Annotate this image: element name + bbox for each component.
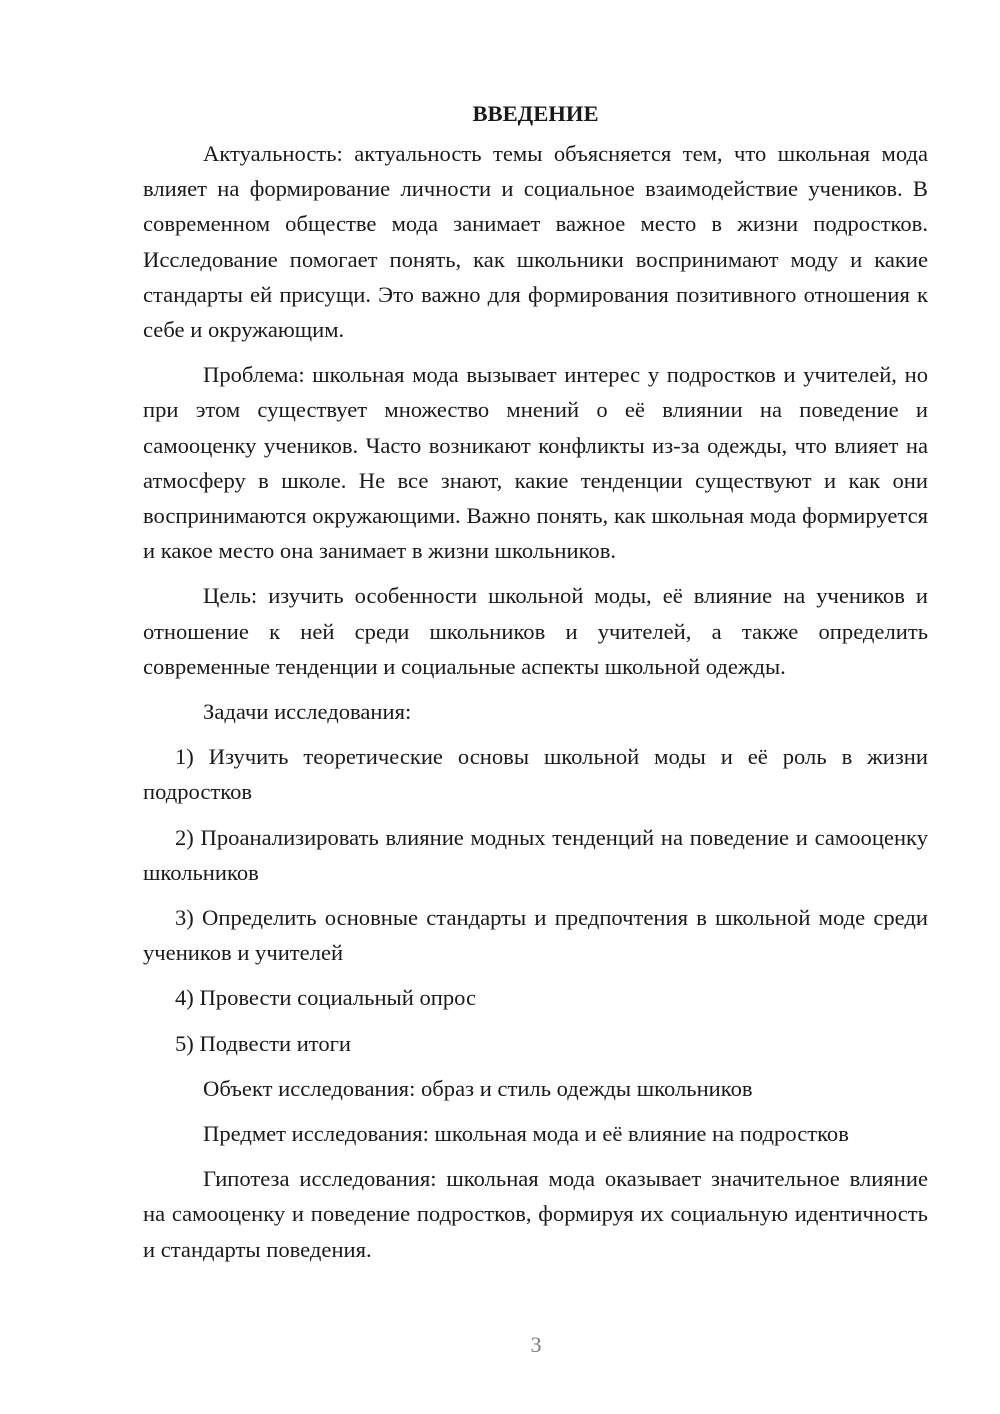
paragraph-subject: Предмет исследования: школьная мода и её влияние на подростков xyxy=(203,1121,849,1147)
task-item-4: 4) Провести социальный опрос xyxy=(175,985,477,1011)
task-item-5: 5) Подвести итоги xyxy=(175,1030,352,1056)
task-item-1: 1) Изучить теоретические основы школьной моды и её роль в жизни подростков xyxy=(143,744,928,805)
paragraph-problem: Проблема: школьная мода вызывает интерес у подростков и учителей, но при этом существует множество мнений о её влиянии на поведение и самооценку учеников. Часто возникают конфликты из-за одежды, что влияет на атмосферу в школе. Не все знают, какие тенденции существуют и как они воспринимаются окружающими. Важно понять, как школьная мода формируется и какое место она занимает в жизни школьников. xyxy=(143,362,928,564)
paragraph-goal: Цель: изучить особенности школьной моды, её влияние на учеников и отношение к ней среди школьников и учителей, а также определить современные тенденции и социальные аспекты школьной одежды. xyxy=(143,583,928,679)
tasks-heading: Задачи исследования: xyxy=(203,699,412,725)
page-number: 3 xyxy=(530,1332,542,1357)
paragraph-relevance: Актуальность: актуальность темы объясняется тем, что школьная мода влияет на формирование личности и социальное взаимодействие учеников. В современном обществе мода занимает важное место в жизни подростков. Исследование помогает понять, как школьники воспринимают моду и какие стандарты ей присущи. Это важно для формирования позитивного отношения к себе и окружающим. xyxy=(143,141,928,343)
section-heading: ВВЕДЕНИЕ xyxy=(472,101,599,126)
paragraph-hypothesis: Гипотеза исследования: школьная мода оказывает значительное влияние на самооценку и поведение подростков, формируя их социальную идентичность и стандарты поведения. xyxy=(143,1166,928,1262)
document-page xyxy=(143,90,928,1267)
task-item-3: 3) Определить основные стандарты и предпочтения в школьной моде среди учеников и учителей xyxy=(143,905,928,966)
task-item-2: 2) Проанализировать влияние модных тенденций на поведение и самооценку школьников xyxy=(143,824,928,885)
paragraph-object: Объект исследования: образ и стиль одежды школьников xyxy=(203,1075,753,1101)
